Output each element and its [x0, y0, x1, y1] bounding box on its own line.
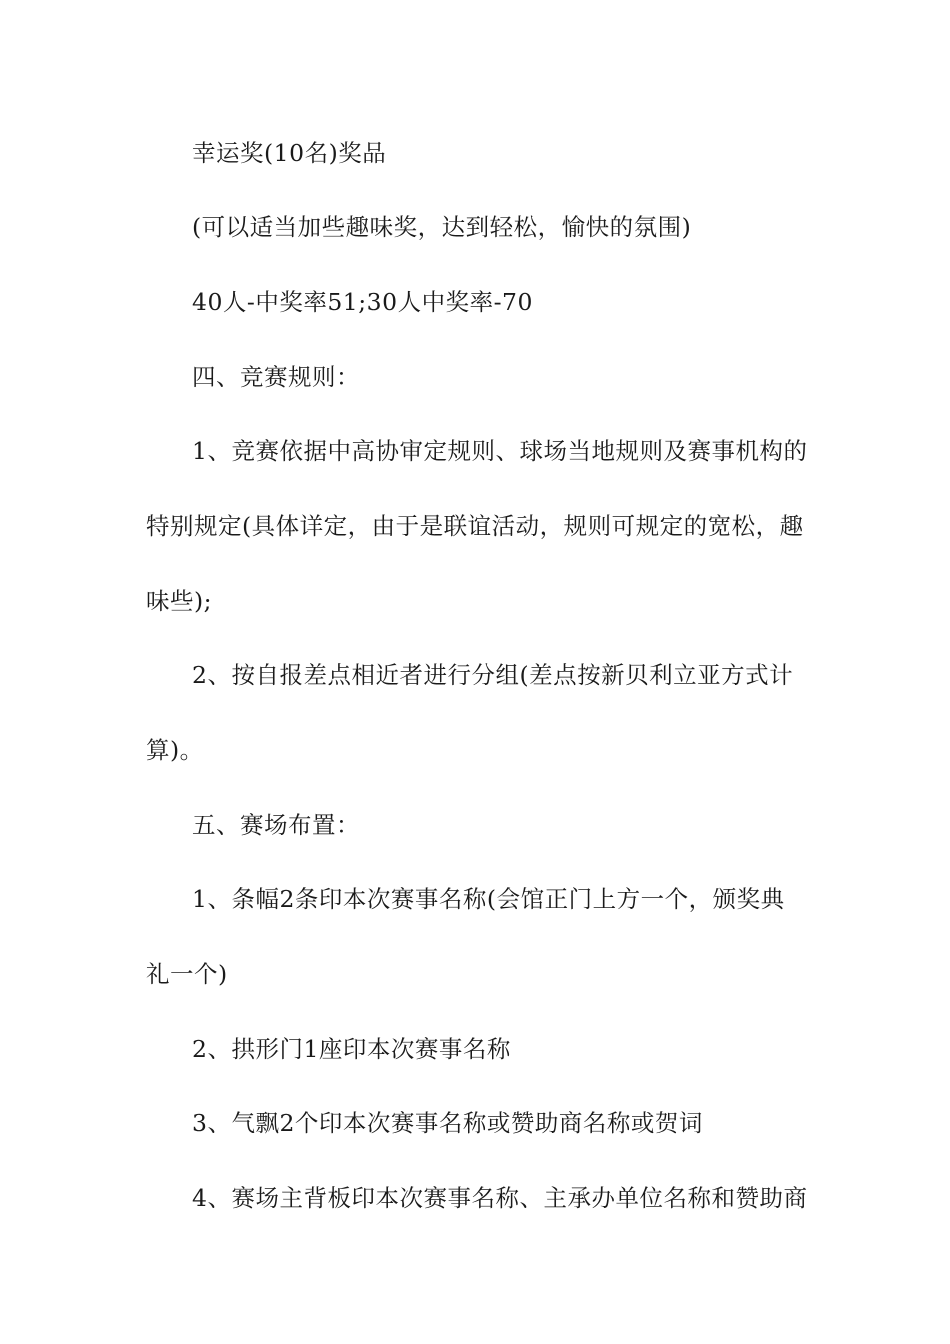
venue-item-2: 2、拱形门1座印本次赛事名称 — [192, 1035, 511, 1063]
venue-item-1-line-1: 1、条幅2条印本次赛事名称(会馆正门上方一个，颁奖典 — [192, 885, 785, 913]
section-heading-rules: 四、竞赛规则： — [192, 363, 360, 391]
win-rate-line: 40人-中奖率51;30人中奖率-70 — [192, 288, 533, 316]
venue-item-1-line-2: 礼一个) — [146, 960, 228, 988]
rule-1-line-3: 味些); — [146, 587, 213, 615]
prize-lucky-line: 幸运奖(10名)奖品 — [192, 139, 387, 167]
section-heading-venue: 五、赛场布置： — [192, 811, 360, 839]
rule-2-line-1: 2、按自报差点相近者进行分组(差点按新贝利立亚方式计 — [192, 661, 794, 689]
venue-item-3: 3、气飘2个印本次赛事名称或赞助商名称或贺词 — [192, 1109, 703, 1137]
venue-item-4: 4、赛场主背板印本次赛事名称、主承办单位名称和赞助商 — [192, 1184, 808, 1212]
fun-prize-note: (可以适当加些趣味奖，达到轻松，愉快的氛围) — [192, 213, 692, 241]
rule-1-line-1: 1、竞赛依据中高协审定规则、球场当地规则及赛事机构的 — [192, 437, 808, 465]
rule-1-line-2: 特别规定(具体详定，由于是联谊活动，规则可规定的宽松，趣 — [146, 512, 804, 540]
rule-2-line-2: 算)。 — [146, 736, 204, 764]
